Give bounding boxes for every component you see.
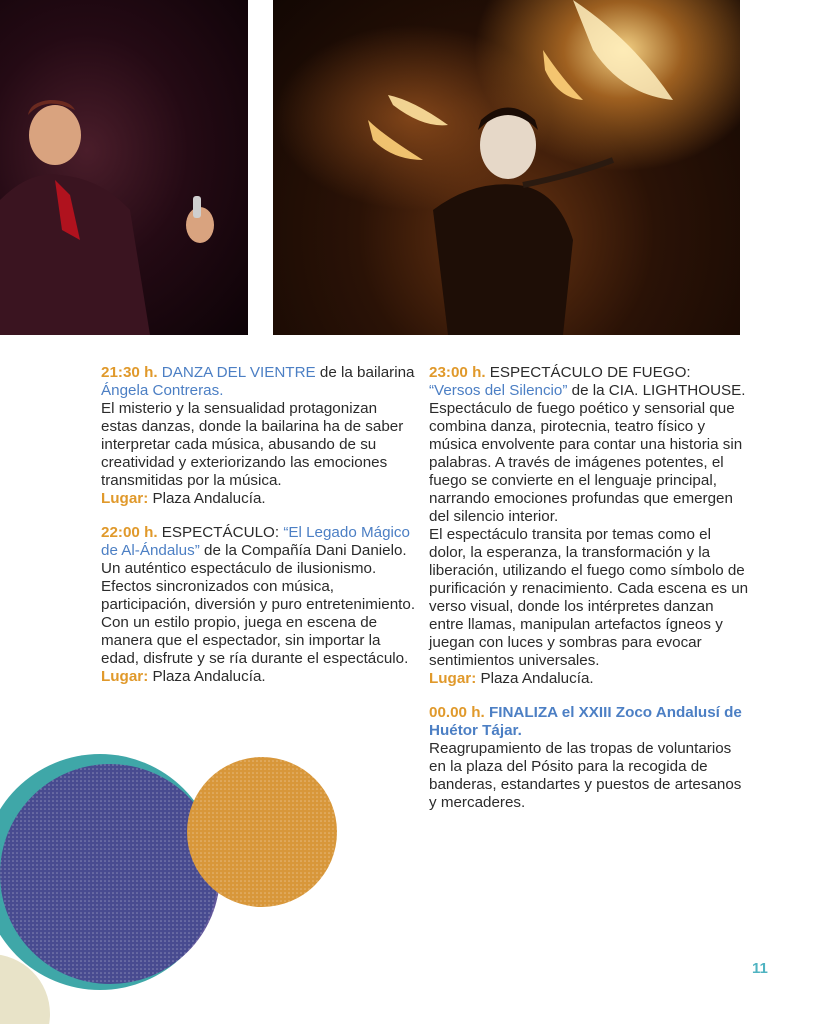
- magician-illustration: [0, 0, 248, 335]
- event-show-name: “Versos del Silencio”: [429, 382, 568, 399]
- place-label: Lugar:: [101, 490, 149, 507]
- event-el-legado: [101, 524, 416, 686]
- program-column-right: [429, 364, 749, 828]
- event-time: 23:00 h.: [429, 364, 486, 381]
- event-time: 22:00 h.: [101, 524, 158, 541]
- place-label: Lugar:: [429, 670, 477, 687]
- event-description: Reagrupamiento de las tropas de voluntarios en la plaza del Pósito para la recogida de banderas, estandartes y puestos de artesanos y mercaderes.: [429, 740, 742, 811]
- decorative-circles: [0, 724, 360, 1024]
- event-company: de la CIA. LIGHTHOUSE.: [567, 382, 746, 399]
- event-connector: de la bailarina: [315, 364, 415, 381]
- event-finaliza: [429, 704, 749, 812]
- event-title: DANZA DEL VIENTRE: [161, 364, 316, 381]
- event-title: FINALIZA el XXIII Zoco Andalusí de Huétor Tájar.: [429, 704, 742, 739]
- event-title: ESPECTÁCULO:: [157, 524, 284, 541]
- page-number: 11: [752, 960, 768, 977]
- event-title: ESPECTÁCULO DE FUEGO:: [485, 364, 691, 381]
- program-column-left: [101, 364, 416, 702]
- event-description-continued: El espectáculo transita por temas como el dolor, la esperanza, la transformación y la liberación, utilizando el fuego como símbolo de purificación y renacimiento. Cada escena es un verso visual, donde los intérpretes danzan entre llamas, manipulan artefactos ígneos y juegan con luces y sombras para evocar sentimientos universales.: [429, 526, 749, 669]
- place-value: Plaza Andalucía.: [148, 490, 266, 507]
- place-label: Lugar:: [101, 668, 149, 685]
- photo-fire-performer: [273, 0, 740, 335]
- fire-performer-illustration: [273, 0, 740, 335]
- place-value: Plaza Andalucía.: [476, 670, 594, 687]
- event-description: Un auténtico espectáculo de ilusionismo. Efectos sincronizados con música, participación, diversión y puro entretenimiento. Con un estilo propio, juega en escena de manera que el espectador, sin importar la edad, disfrute y se ría durante el espectáculo.: [101, 560, 416, 667]
- event-description: El misterio y la sensualidad protagonizan estas danzas, donde la bailarina ha de saber interpretar cada música, abusando de su creatividad y exteriorizando las emociones transmitidas por la música.: [101, 400, 404, 489]
- event-time: 00.00 h.: [429, 704, 485, 721]
- photo-magician: [0, 0, 248, 335]
- event-espectaculo-fuego: [429, 364, 749, 688]
- event-performer: Ángela Contreras.: [101, 382, 224, 399]
- event-description: Espectáculo de fuego poético y sensorial que combina danza, pirotecnia, teatro físico y música envolvente para contar una historia sin palabras. A través de imágenes potentes, el fuego se convierte en el lenguaje principal, narrando emociones profundas que emergen del silencio interior.: [429, 400, 743, 525]
- place-value: Plaza Andalucía.: [148, 668, 266, 685]
- event-time: 21:30 h.: [101, 364, 158, 381]
- event-company: de la Compañía Dani Danielo.: [199, 542, 407, 559]
- event-danza-del-vientre: [101, 364, 416, 508]
- event-show-name: “El Legado Mágico de Al-Ándalus”: [101, 524, 410, 559]
